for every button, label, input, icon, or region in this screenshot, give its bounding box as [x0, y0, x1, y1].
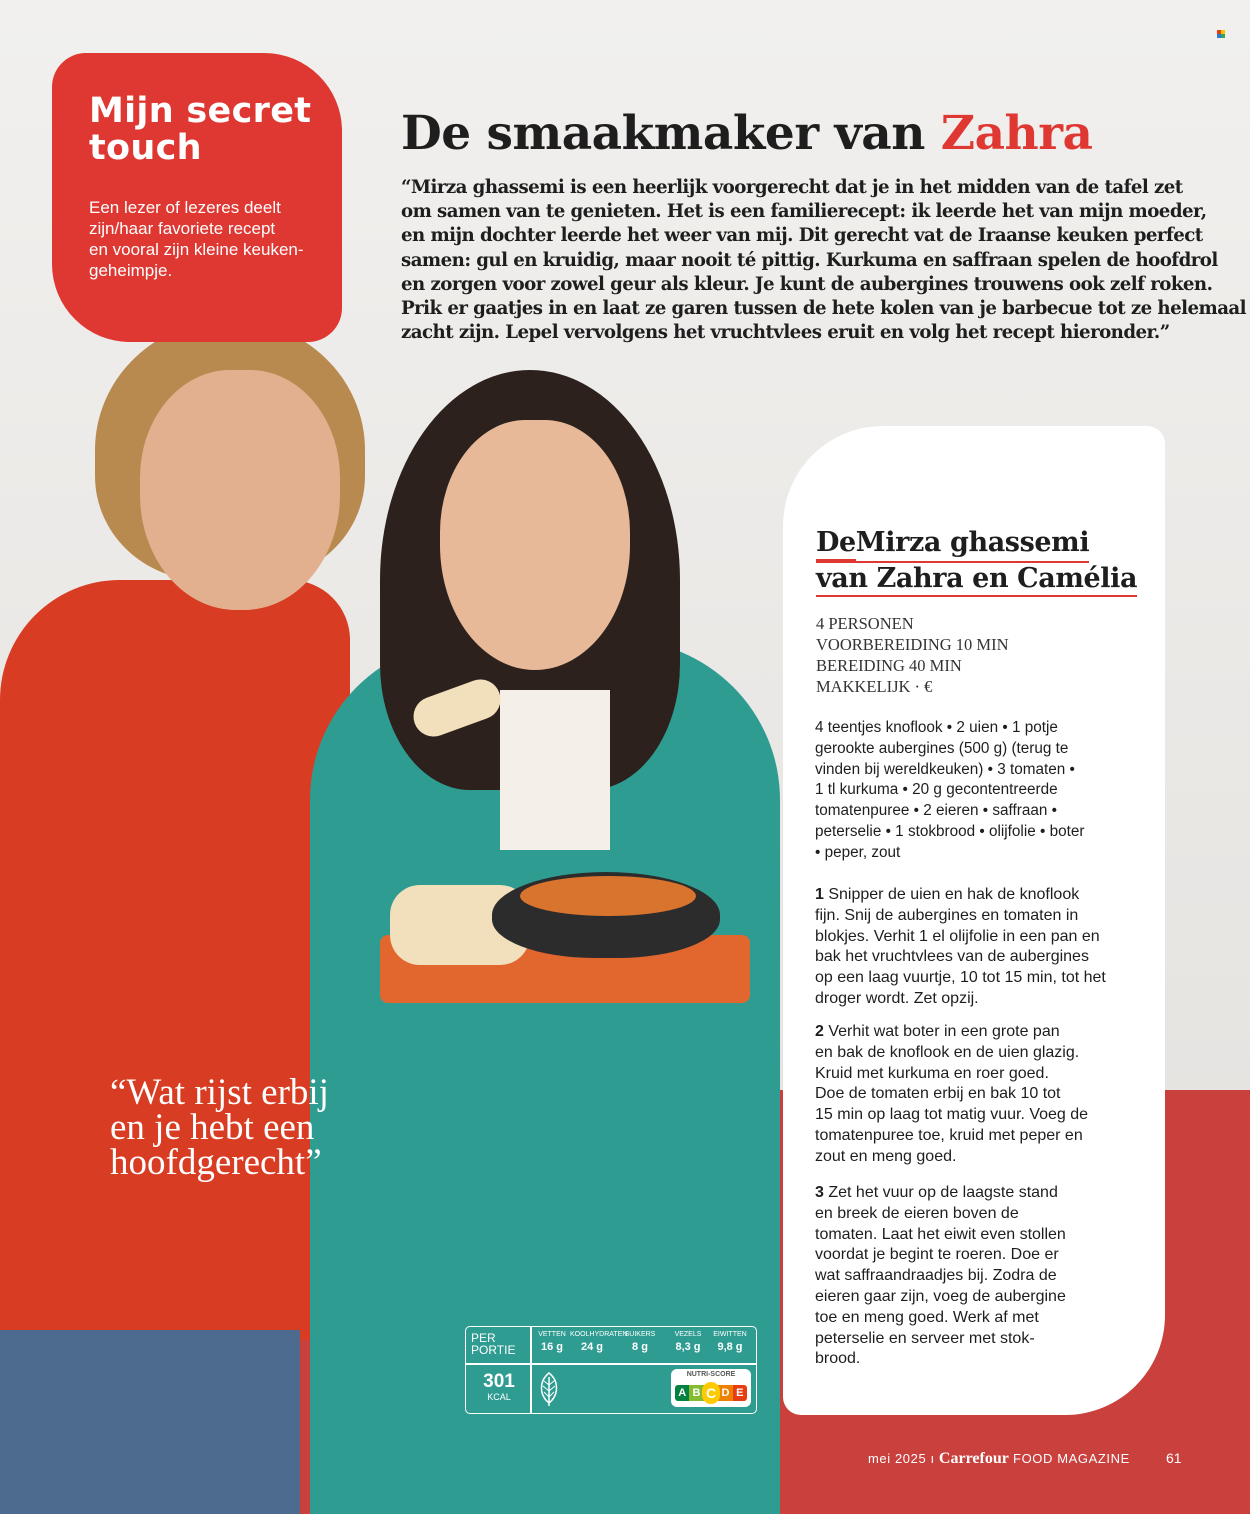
nutrient-protein: EIWITTEN 9,8 g: [713, 1331, 747, 1353]
headline-accent: Zahra: [940, 106, 1093, 161]
recipe-step-1: 1 Snipper de uien en hak de knoflook fijn. Snij de aubergines en tomaten in blokjes. Verhit 1 el olijfolie in een pan en bak het vruchtvlees van de aubergines op een laag vuurtje, 10 tot 15 min, tot het droger wordt. Zet opzij.: [815, 886, 1106, 1007]
cook-time: BEREIDING 40 MIN: [816, 656, 962, 675]
photo-mother-jeans: [0, 1330, 300, 1514]
page-footer: mei 2025 ı Carrefour FOOD MAGAZINE: [868, 1450, 1130, 1467]
nutri-score-scale: [675, 1383, 747, 1403]
nutrition-divider: [466, 1363, 756, 1365]
photo-daughter-face: [440, 420, 630, 670]
secret-touch-title: Mijn secret touch: [89, 91, 312, 168]
nutrition-panel: [465, 1326, 757, 1414]
intro-quote: “Mirza ghassemi is een heerlijk voorgerecht dat je in het midden van de tafel zet om samen van te genieten. Het is een familierecept: ik leerde het van mijn moeder, en mijn dochter leerde het weer van mij. Dit gerecht vat de Iraanse keuken perfect samen: gul en kruidig, maar nooit té pittig. Kurkuma en saffraan spelen de hoofdrol en zorgen voor zowel geur als kleur. Je kunt de aubergines trouwens ook zelf roken. Prik er gaatjes in en laat ze garen tussen de hete kolen van je barbecue tot ze helemaal zacht zijn. Lepel vervolgens het vruchtvlees eruit en volg het recept hieronder.”: [401, 177, 1247, 344]
nutrient-fat: VETTEN 16 g: [538, 1331, 566, 1353]
nutri-score-badge: NUTRI-SCORE A B C D E: [671, 1369, 751, 1407]
servings: 4 PERSONEN: [816, 614, 914, 633]
nutrient-sugars: SUIKERS 8 g: [624, 1331, 656, 1353]
printer-color-mark-icon: [1217, 30, 1225, 38]
calories: 301 KCAL: [483, 1371, 515, 1402]
nutri-score-c-selected: C: [702, 1382, 721, 1404]
nutrient-carbs: KOOLHYDRATEN 24 g: [570, 1331, 628, 1353]
pull-quote: “Wat rijst erbij en je hebt een hoofdgerecht”: [110, 1072, 329, 1183]
prep-time: VOORBEREIDING 10 MIN: [816, 635, 1009, 654]
difficulty: MAKKELIJK · €: [816, 677, 933, 696]
magazine-brand: Carrefour: [938, 1450, 1009, 1467]
recipe-step-2: 2 Verhit wat boter in een grote pan en bak de knoflook en de uien glazig. Kruid met kurkuma en roer goed. Doe de tomaten erbij en bak 10 tot 15 min op laag tot matig vuur. Voeg de tomatenpuree toe, kruid met peper en zout en meng goed.: [815, 1023, 1089, 1165]
per-portion-label: PER PORTIE: [471, 1331, 516, 1357]
photo-daughter-white-top: [500, 690, 610, 850]
recipe-meta: [816, 613, 1009, 697]
secret-touch-box: [52, 53, 342, 342]
nutri-score-e: E: [733, 1385, 747, 1401]
photo-mother-face: [140, 370, 340, 610]
page-number: 61: [1166, 1450, 1182, 1466]
nutrient-fibre: VEZELS 8,3 g: [674, 1331, 702, 1353]
nutri-score-d: D: [718, 1385, 732, 1401]
leaf-icon: [537, 1371, 561, 1407]
recipe-step-3: 3 Zet het vuur op de laagste stand en breek de eieren boven de tomaten. Laat het eiwit even stollen voordat je begint te roeren. Doe er wat saffraandraadjes bij. Zodra de eieren gaar zijn, voeg de aubergine toe en meng goed. Werk af met peterselie en serveer met stok- brood.: [815, 1184, 1066, 1368]
recipe-title: DeMirza ghassemi van Zahra en Camélia: [816, 527, 1137, 597]
nutri-score-b: B: [689, 1385, 703, 1401]
photo-mother-red-blouse: [0, 580, 350, 1340]
photo-mirza-ghassemi-dish: [520, 876, 696, 916]
secret-touch-description: Een lezer of lezeres deelt zijn/haar favoriete recept en vooral zijn kleine keuken- geheimpje.: [89, 198, 304, 280]
article-headline: De smaakmaker van Zahra: [401, 106, 1093, 161]
ingredients-list: 4 teentjes knoflook • 2 uien • 1 potje gerookte aubergines (500 g) (terug te vinden bij wereldkeuken) • 3 tomaten • 1 tl kurkuma • 20 g gecontentreerde tomatenpuree • 2 eieren • saffraan • peterselie • 1 stokbrood • olijfolie • boter • peper, zout: [815, 719, 1085, 861]
nutri-score-a: A: [675, 1385, 689, 1401]
